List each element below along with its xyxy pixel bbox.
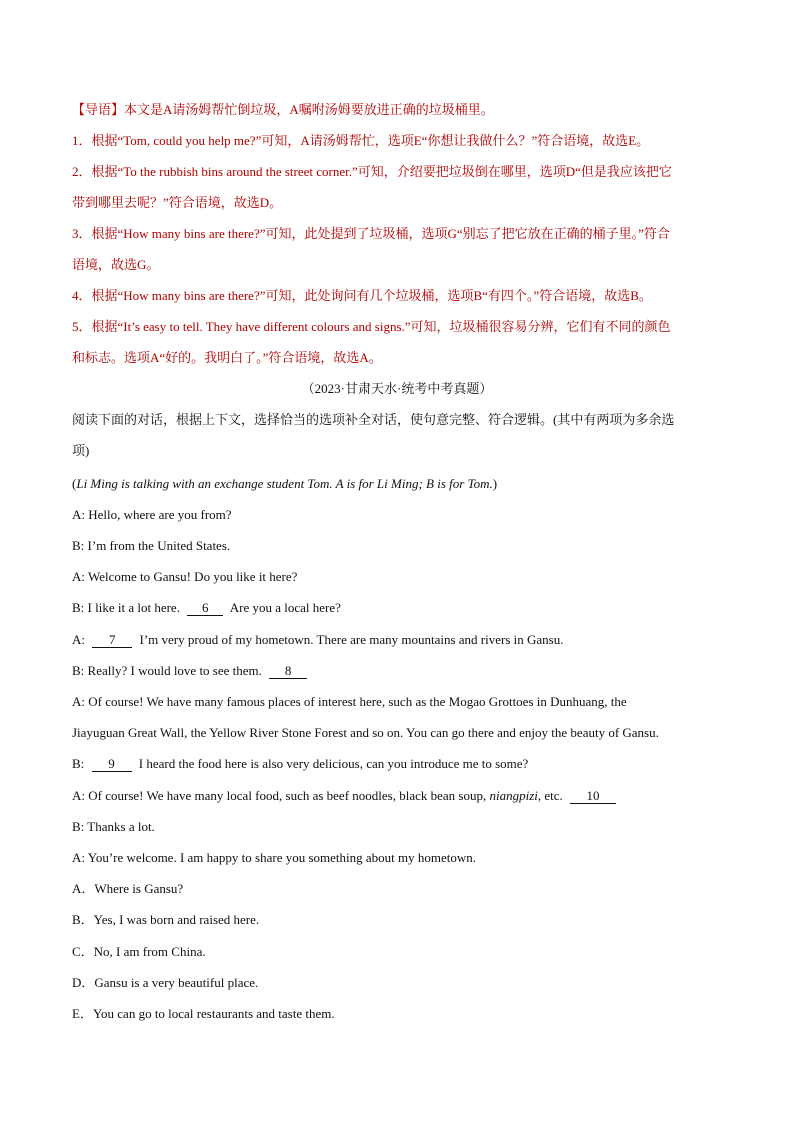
dialogue-text: A: Of course! We have many local food, such as beef noodles, black bean soup, [72,788,487,803]
dialogue-line-6 [72,662,732,680]
dialogue-line-4 [72,599,732,617]
option-c: C．No, I am from China. [72,944,206,959]
analysis-item-5: 5．根据“It’s easy to tell. They have different colours and signs.”可知，垃圾桶很容易分辨，它们有不同的颜色 [72,319,671,334]
dialogue-line-7: A: Of course! We have many famous places of interest here, such as the Mogao Grottoes in Dunhuang, the [72,694,627,709]
blank-7[interactable]: 7 [92,633,132,648]
option-a: A．Where is Gansu? [72,881,184,896]
analysis-item-1: 1．根据“Tom, could you help me?”可知，A请汤姆帮忙，选项E“你想让我做什么？”符合语境，故选E。 [72,133,650,148]
guide-tag: 【导语】 [72,102,125,117]
dialogue-text: I’m very proud of my hometown. There are many mountains and rivers in Gansu. [139,632,564,647]
analysis-item-4: 4．根据“How many bins are there?”可知，此处询问有几个垃圾桶，选项B“有四个。”符合语境，故选B。 [72,288,652,303]
dialogue-text: B: [72,756,85,771]
analysis-item-3-cont: 语境，故选G。 [72,257,160,272]
dialogue-text: B: Really? I would love to see them. [72,663,262,678]
dialogue-line-8: Jiayuguan Great Wall, the Yellow River Stone Forest and so on. You can go there and enjoy the beauty of Gansu. [72,725,659,740]
blank-8[interactable]: 8 [269,664,307,679]
dialogue-line-1: A: Hello, where are you from? [72,507,232,522]
blank-9[interactable]: 9 [92,757,132,772]
blank-6[interactable]: 6 [187,601,223,616]
source-heading: （2023·甘肃天水·统考中考真题） [301,381,493,396]
dialogue-line-10 [72,787,732,805]
dialogue-line-5 [72,631,732,649]
analysis-item-5-cont: 和标志。选项A“好的。我明白了。”符合语境，故选A。 [72,350,382,365]
dialogue-line-3: A: Welcome to Gansu! Do you like it here? [72,569,298,584]
dialogue-line-11: B: Thanks a lot. [72,819,155,834]
dialogue-text: , etc. [537,788,563,803]
guide-text: 本文是A请汤姆帮忙倒垃圾，A嘱咐汤姆要放进正确的垃圾桶里。 [124,102,494,117]
blank-10[interactable]: 10 [570,789,616,804]
dialogue-line-9 [72,755,732,773]
option-e: E．You can go to local restaurants and taste them. [72,1006,335,1021]
guide-line [72,101,732,119]
instruction-line-2: 项) [72,443,90,458]
dialogue-line-2: B: I’m from the United States. [72,538,231,553]
instruction-line-1: 阅读下面的对话，根据上下文，选择恰当的选项补全对话，使句意完整、符合逻辑。(其中有两项为多余选 [72,412,675,427]
dialogue-text: I heard the food here is also very delicious, can you introduce me to some? [138,756,529,771]
context-text: Li Ming is talking with an exchange student Tom. A is for Li Ming; B is for Tom. [76,476,493,491]
dialogue-line-12: A: You’re welcome. I am happy to share you something about my hometown. [72,850,477,865]
dialogue-text: Are you a local here? [229,600,341,615]
analysis-item-2: 2．根据“To the rubbish bins around the street corner.”可知，介绍要把垃圾倒在哪里，选项D“但是我应该把它 [72,164,672,179]
dialogue-italic-word: niangpizi [489,788,538,803]
option-d: D．Gansu is a very beautiful place. [72,975,259,990]
option-b: B．Yes, I was born and raised here. [72,912,260,927]
analysis-item-2-cont: 带到哪里去呢？”符合语境，故选D。 [72,195,283,210]
dialogue-text: B: I like it a lot here. [72,600,180,615]
analysis-item-3: 3．根据“How many bins are there?”可知，此处提到了垃圾桶，选项G“别忘了把它放在正确的桶子里。”符合 [72,226,670,241]
dialogue-text: A: [72,632,85,647]
context-line: (Li Ming is talking with an exchange student Tom. A is for Li Ming; B is for Tom.) [72,476,498,491]
